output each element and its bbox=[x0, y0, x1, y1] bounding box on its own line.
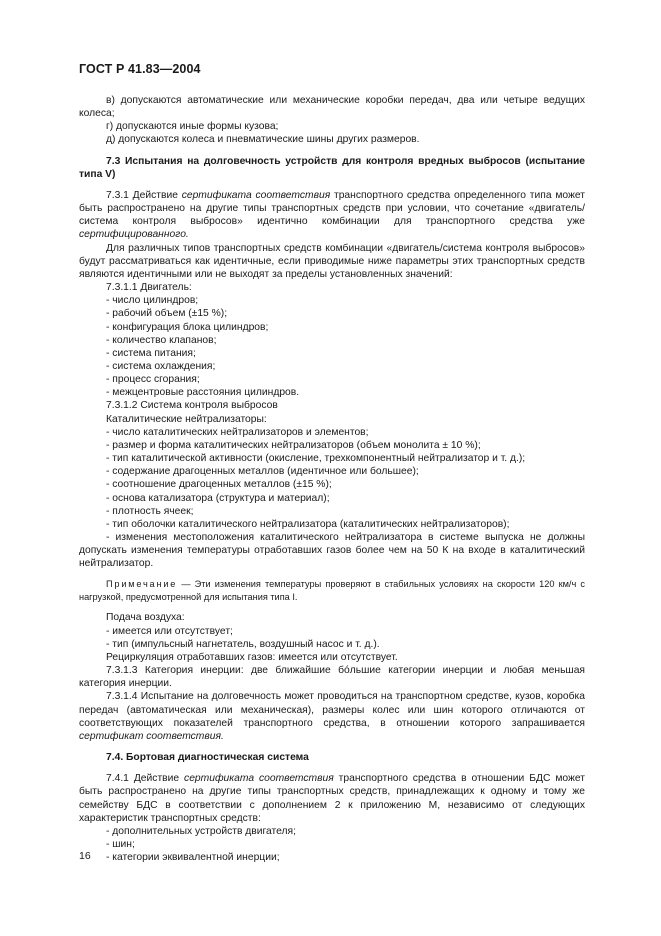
list-item: - число каталитических нейтрализаторов и элементов; bbox=[106, 426, 369, 438]
note: Примечание — Эти изменения температуры проверяют в стабильных условиях на скорости 120 км/ч с нагрузкой, предусмотренной для испытания типа I. bbox=[79, 579, 585, 602]
list-item: - система питания; bbox=[106, 347, 196, 359]
section-7-4-heading: 7.4. Бортовая диагностическая система bbox=[106, 752, 309, 764]
paragraph-d: д) допускаются колеса и пневматические шины других размеров. bbox=[106, 134, 420, 146]
document-body bbox=[79, 94, 585, 864]
list-item: - категории эквивалентной инерции; bbox=[106, 852, 280, 864]
list-item: - содержание драгоценных металлов (идентичное или большее); bbox=[106, 466, 419, 478]
list-item: - тип (импульсный нагнетатель, воздушный насос и т. д.). bbox=[106, 638, 380, 650]
list-item: - тип оболочки каталитического нейтрализатора (каталитических нейтрализаторов); bbox=[106, 518, 510, 530]
air-supply-label: Подача воздуха: bbox=[106, 612, 185, 624]
list-item: - система охлаждения; bbox=[106, 360, 216, 372]
list-item: - конфигурация блока цилиндров; bbox=[106, 321, 269, 333]
catalyst-label: Каталитические нейтрализаторы: bbox=[106, 413, 267, 425]
list-item: - плотность ячеек; bbox=[106, 505, 194, 517]
paragraph-combinations: Для различных типов транспортных средств комбинации «двигатель/система контроля выбросов» будут рассматриваться как идентичные, если приводимые ниже параметры этих транспортных средств являются идентичными или не выходят за пределы установленных значений: bbox=[79, 242, 585, 280]
list-item: - дополнительных устройств двигателя; bbox=[106, 825, 296, 837]
list-item: - имеется или отсутствует; bbox=[106, 625, 233, 637]
list-item: - процесс сгорания; bbox=[106, 374, 200, 386]
list-item: - размер и форма каталитических нейтрализаторов (объем монолита ± 10 %); bbox=[106, 439, 481, 451]
paragraph-7-3-1-4: 7.3.1.4 Испытание на долговечность может проводиться на транспортном средстве, кузов, коробка передач (автоматическая или механическая), размеры колес или шин которого отличаются от соответствующих показателей транспортного средства, в отношении которого запрашивается сертификат соответствия. bbox=[79, 691, 585, 742]
term-certificate: сертификата соответствия bbox=[184, 773, 334, 785]
paragraph-7-4-1: 7.4.1 Действие сертификата соответствия транспортного средства в отношении БДС может быть распространено на другие типы транспортных средств, принадлежащих к одному и тому же семейству БДС в соответствии с дополнением 2 к приложению М, независимо от следующих характеристик транспортных средств: bbox=[79, 773, 586, 824]
location-item: - изменения местоположения каталитического нейтрализатора в системе выпуска не должны допускать изменения температуры отработавших газов более чем на 50 К на входе в каталитический нейтрализатор. bbox=[79, 532, 585, 570]
list-item: - межцентровые расстояния цилиндров. bbox=[106, 387, 300, 399]
document-header: ГОСТ Р 41.83—2004 bbox=[79, 62, 201, 76]
term-certified: сертифицированного. bbox=[79, 229, 189, 241]
section-7-3-heading: 7.3 Испытания на долговечность устройств для контроля вредных выбросов (испытание типа V) bbox=[79, 155, 585, 180]
term-certificate: сертификата соответствия bbox=[181, 189, 331, 201]
page-number: 16 bbox=[79, 850, 91, 862]
list-item: - основа катализатора (структура и материал); bbox=[106, 492, 330, 504]
list-item: - соотношение драгоценных металлов (±15 %); bbox=[106, 479, 332, 491]
emission-control-label: 7.3.1.2 Система контроля выбросов bbox=[106, 400, 278, 412]
list-item: - рабочий объем (±15 %); bbox=[106, 308, 228, 320]
term-certificate: сертификат соответствия. bbox=[79, 730, 224, 742]
paragraph-7-3-1-3: 7.3.1.3 Категория инерции: две ближайшие бóльшие категории инерции и любая меньшая категория инерции. bbox=[79, 665, 585, 690]
note-label: Примечание bbox=[106, 579, 178, 590]
list-item: - тип каталитической активности (окисление, трехкомпонентный нейтрализатор и т. д.); bbox=[106, 453, 526, 465]
list-item: - число цилиндров; bbox=[106, 295, 199, 307]
paragraph-g: г) допускаются иные формы кузова; bbox=[106, 121, 279, 133]
paragraph-v: в) допускаются автоматические или механические коробки передач, два или четыре ведущих колеса; bbox=[79, 95, 585, 120]
list-item: - шин; bbox=[106, 838, 135, 850]
engine-label: 7.3.1.1 Двигатель: bbox=[106, 282, 192, 294]
egr-line: Рециркуляция отработавших газов: имеется или отсутствует. bbox=[106, 651, 398, 663]
paragraph-7-3-1: 7.3.1 Действие сертификата соответствия транспортного средства определенного типа может быть распространено на другие типы транспортных средств при условии, что сочетание «двигатель/система контроля выбросов» идентично комбинации для транспортного средства уже сертифицированного. bbox=[79, 189, 586, 241]
list-item: - количество клапанов; bbox=[106, 334, 217, 346]
